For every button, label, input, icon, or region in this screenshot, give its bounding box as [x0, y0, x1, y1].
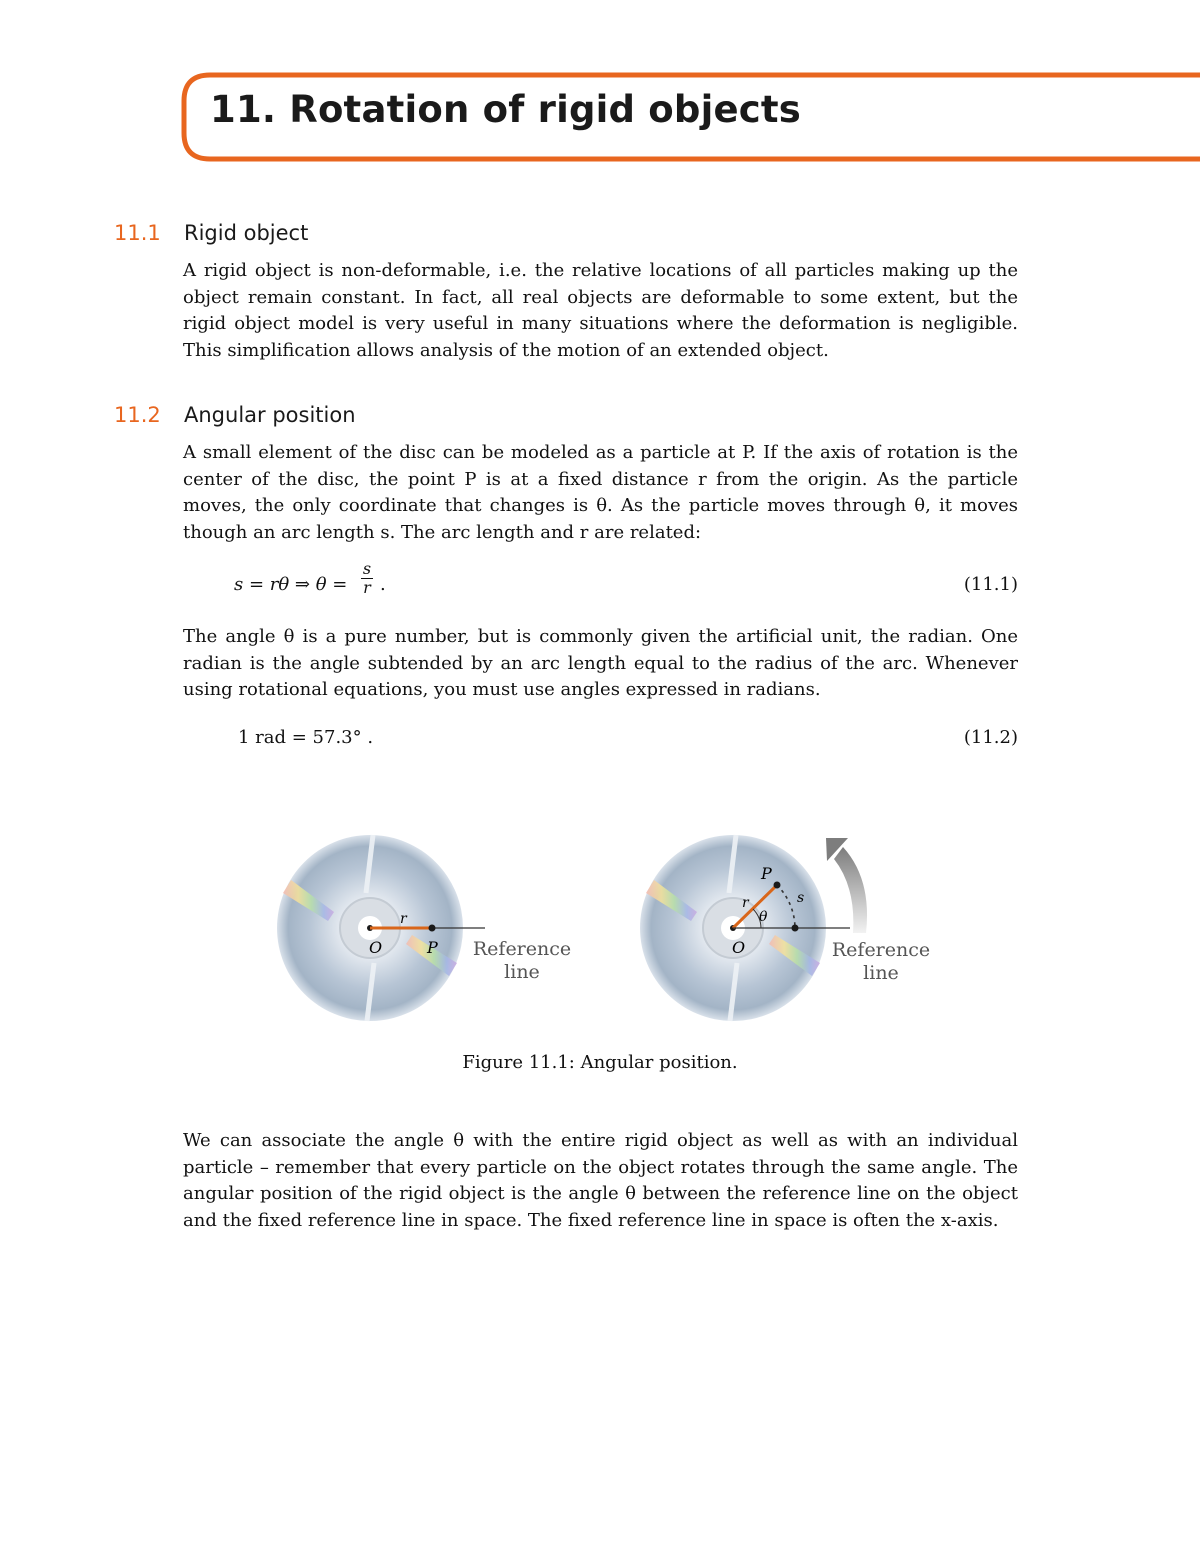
section-heading-angular-position: 11.2 Angular position — [114, 403, 356, 427]
radius-label-left: r — [400, 911, 407, 927]
radius-label-right: r — [742, 895, 749, 911]
angular-position-figure — [270, 825, 950, 1035]
equation-number: (11.2) — [963, 727, 1018, 748]
origin-label-left: O — [369, 938, 383, 957]
theta-label: θ — [759, 909, 768, 925]
chapter-title — [210, 88, 801, 131]
fraction-denominator: r — [363, 578, 371, 597]
angular-position-paragraph-1: A small element of the disc can be modeled as a particle at P. If the axis of rotation is the center of the disc, the point P is at a fixed distance r from the origin. As the particle moves, the only coordinate that changes is θ. As the particle moves through θ, it moves though an arc length s. The arc length and r are related: — [183, 442, 1018, 543]
reference-line-label-left-2: line — [504, 961, 540, 983]
angular-position-paragraph-2: The angle θ is a pure number, but is commonly given the artificial unit, the radian. One radian is the angle subtended by an arc length equal to the radius of the arc. Whenever using rotational equations, you must use angles expressed in radians. — [183, 626, 1018, 701]
reference-line-label-left: Reference — [472, 938, 572, 960]
rigid-object-paragraph: A rigid object is non-deformable, i.e. the relative locations of all particles making up the object remain constant. In fact, all real objects are deformable to some extent, but the rigid object model is very useful in many situations where the deformation is negligible. This simplification allows analysis of the motion of an extended object. — [183, 260, 1018, 361]
reference-line-label-right-2: line — [863, 962, 899, 984]
reference-line-label-right: Reference — [831, 939, 931, 961]
chapter-frame — [0, 0, 1200, 170]
chapter-number: 11. — [210, 88, 277, 131]
point-p-label-left: P — [427, 938, 438, 957]
equation-11-2 — [234, 727, 1018, 777]
equation-text: 1 rad = 57.3° . — [238, 727, 374, 748]
fraction-numerator: s — [362, 559, 372, 578]
equation-fraction — [361, 560, 373, 597]
origin-label-right: O — [732, 938, 746, 957]
rotation-arrow — [834, 847, 867, 933]
equation-lhs: s = rθ ⇒ θ = — [234, 574, 348, 595]
arc-length-label: s — [797, 890, 805, 906]
equation-period: . — [380, 574, 386, 595]
point-p-label-right: P — [761, 864, 772, 883]
disc-right — [640, 835, 850, 1021]
disc-left — [277, 835, 485, 1021]
chapter-name: Rotation of rigid objects — [289, 88, 802, 131]
closing-paragraph: We can associate the angle θ with the entire rigid object as well as with an individual particle – remember that every particle on the object rotates through the same angle. The angular position of the rigid object is the angle θ between the reference line on the object and the fixed reference line in space. The fixed reference line in space is often the x-axis. — [183, 1130, 1018, 1231]
equation-number: (11.1) — [963, 574, 1018, 595]
equation-11-1 — [234, 560, 1018, 610]
figure-caption: Figure 11.1: Angular position. — [462, 1052, 738, 1073]
section-heading-rigid-object: 11.1 Rigid object — [114, 221, 309, 245]
